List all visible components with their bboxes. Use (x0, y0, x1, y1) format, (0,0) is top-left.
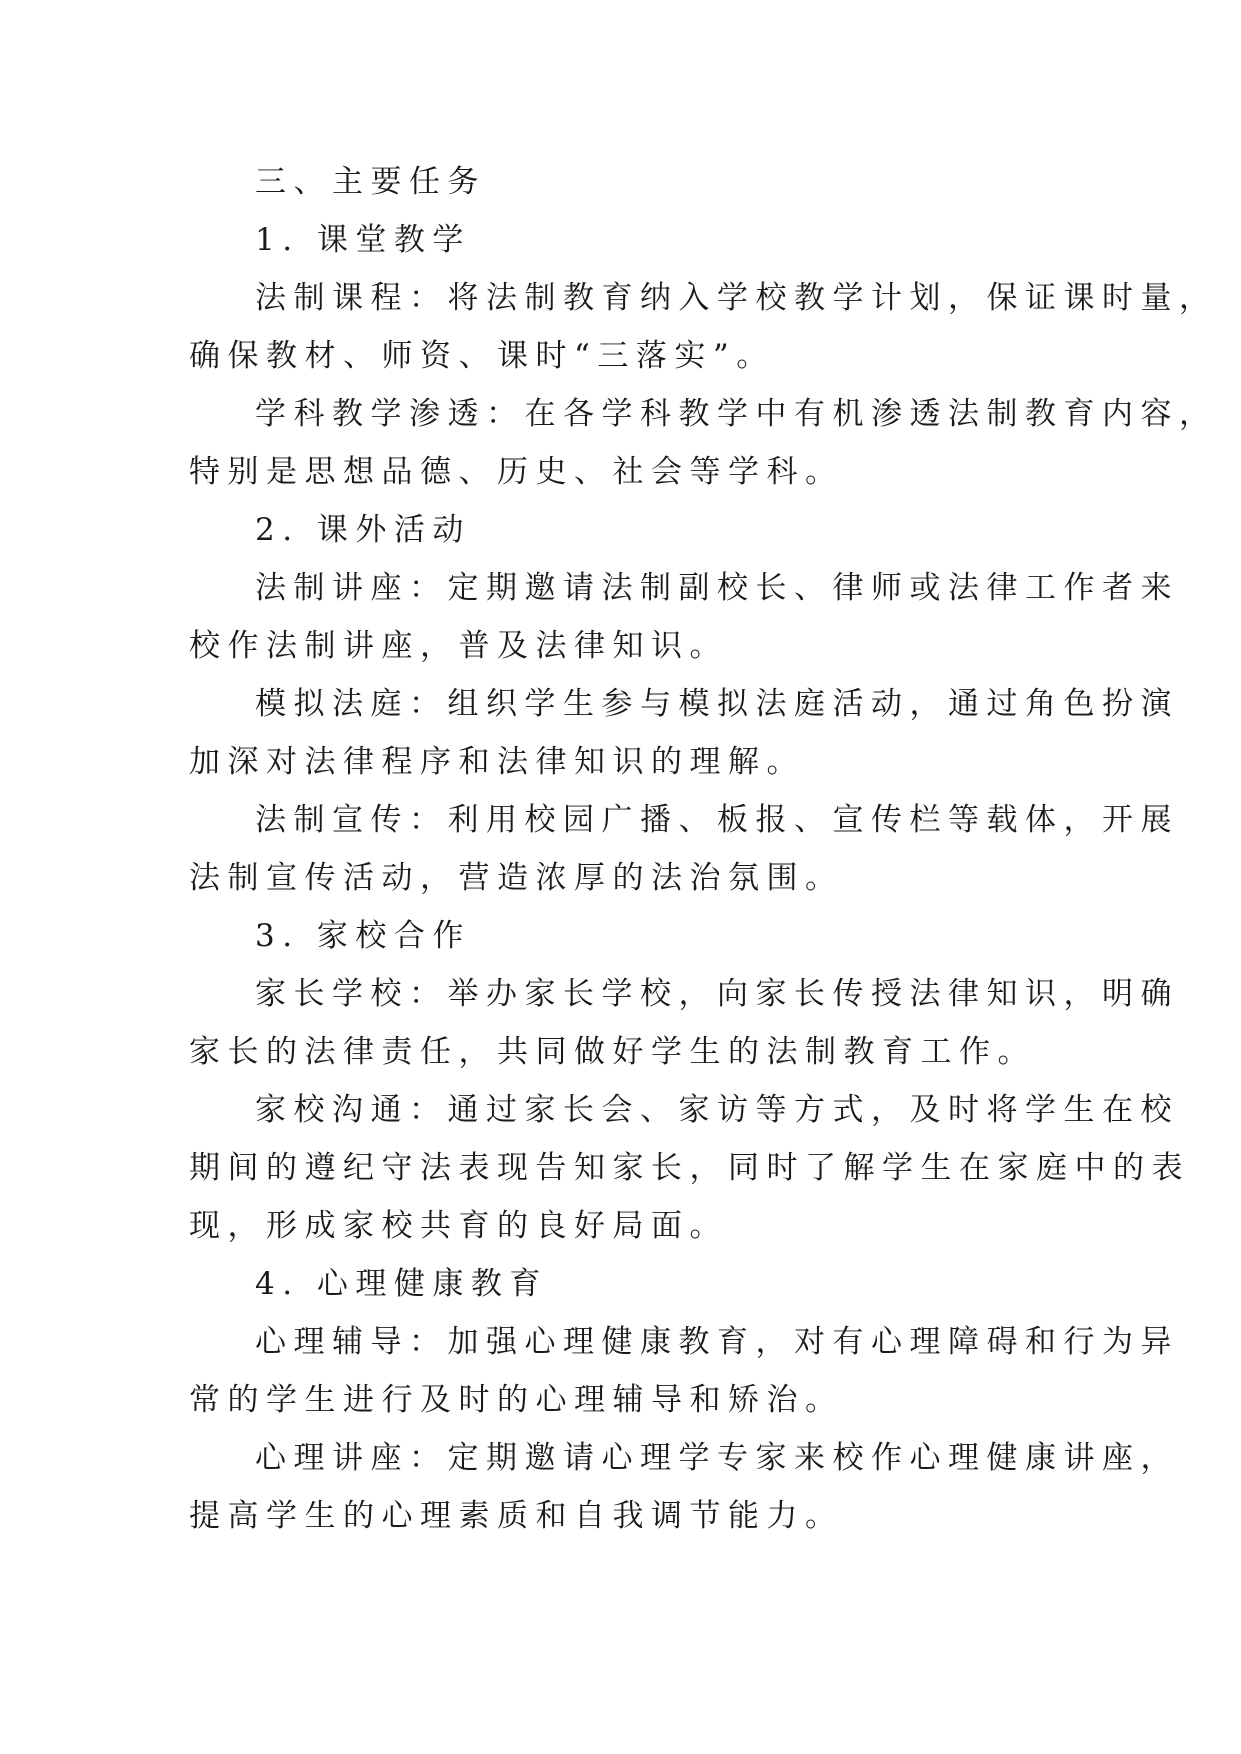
paragraph-line: 学科教学渗透：在各学科教学中有机渗透法制教育内容， (255, 396, 1218, 432)
paragraph-line: 校作法制讲座，普及法律知识。 (189, 628, 728, 664)
paragraph-line: 法制课程：将法制教育纳入学校教学计划，保证课时量， (255, 280, 1218, 316)
section-heading: 3. 家校合作 (255, 918, 471, 954)
document-page (189, 153, 1218, 1545)
paragraph-line: 家校沟通：通过家长会、家访等方式，及时将学生在校 (255, 1092, 1179, 1128)
paragraph-line: 心理讲座：定期邀请心理学专家来校作心理健康讲座， (255, 1440, 1179, 1476)
paragraph-line: 家长的法律责任，共同做好学生的法制教育工作。 (189, 1034, 1036, 1070)
paragraph-line: 法制讲座：定期邀请法制副校长、律师或法律工作者来 (255, 570, 1179, 606)
section-heading: 4. 心理健康教育 (255, 1266, 548, 1302)
section-heading: 三、主要任务 (255, 164, 486, 200)
paragraph-line: 确保教材、师资、课时“三落实”。 (189, 338, 775, 374)
paragraph-line: 加深对法律程序和法律知识的理解。 (189, 744, 805, 780)
paragraph-line: 模拟法庭：组织学生参与模拟法庭活动，通过角色扮演 (255, 686, 1179, 722)
section-heading: 1. 课堂教学 (255, 222, 471, 258)
paragraph-line: 特别是思想品德、历史、社会等学科。 (189, 454, 844, 490)
paragraph-line: 现，形成家校共育的良好局面。 (189, 1208, 728, 1244)
paragraph-line: 法制宣传：利用校园广播、板报、宣传栏等载体，开展 (255, 802, 1179, 838)
section-heading: 2. 课外活动 (255, 512, 471, 548)
paragraph-line: 心理辅导：加强心理健康教育，对有心理障碍和行为异 (255, 1324, 1179, 1360)
paragraph-line: 提高学生的心理素质和自我调节能力。 (189, 1498, 844, 1534)
paragraph-line: 法制宣传活动，营造浓厚的法治氛围。 (189, 860, 844, 896)
paragraph-line: 期间的遵纪守法表现告知家长，同时了解学生在家庭中的表 (189, 1150, 1190, 1186)
paragraph-line: 家长学校：举办家长学校，向家长传授法律知识，明确 (255, 976, 1179, 1012)
paragraph-line: 常的学生进行及时的心理辅导和矫治。 (189, 1382, 844, 1418)
